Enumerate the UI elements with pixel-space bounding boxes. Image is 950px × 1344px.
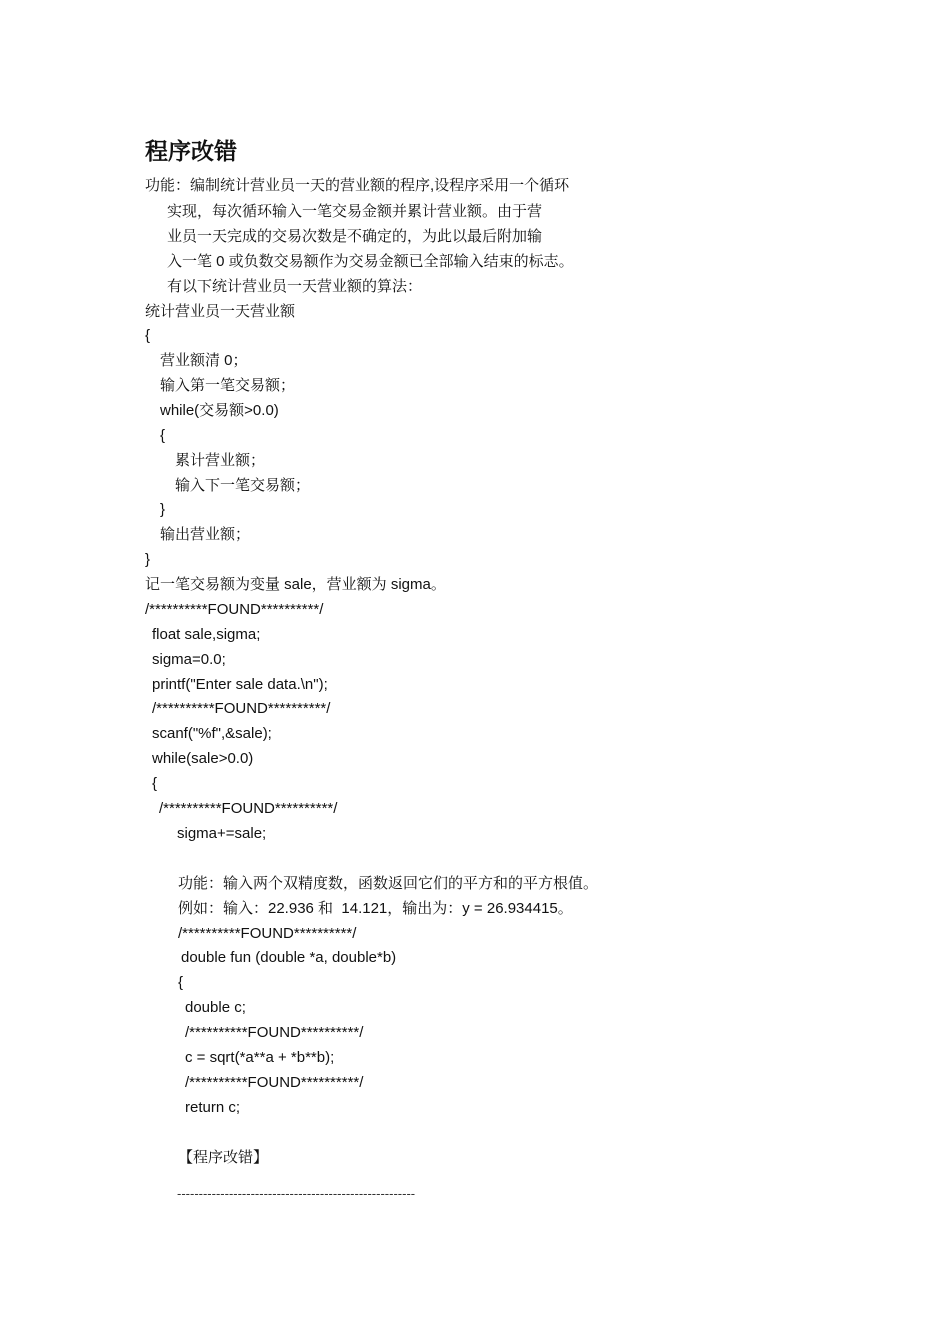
- algorithm-line: }: [160, 501, 166, 518]
- code-line: return c;: [185, 1099, 241, 1116]
- variable-note: 记一笔交易额为变量 sale，营业额为 sigma。: [145, 576, 446, 593]
- algorithm-line: 输入第一笔交易额；: [160, 377, 296, 394]
- code-line: c = sqrt(*a**a + *b**b);: [185, 1049, 335, 1066]
- problem2-line: 例如：输入：22.936 和 14.121，输出为：y = 26.934415。: [178, 900, 573, 917]
- code-line: /**********FOUND**********/: [178, 925, 357, 942]
- problem2-line: 功能：输入两个双精度数，函数返回它们的平方和的平方根值。: [178, 875, 599, 892]
- code-line: double fun (double *a, double*b): [181, 949, 397, 966]
- code-line: /**********FOUND**********/: [145, 601, 324, 618]
- description-line: 业员一天完成的交易次数是不确定的，为此以最后附加输: [167, 228, 543, 245]
- algorithm-line: while(交易额>0.0): [160, 402, 279, 419]
- code-line: while(sale>0.0): [152, 750, 254, 767]
- code-line: sigma=0.0;: [152, 651, 226, 668]
- algorithm-line: {: [145, 327, 151, 344]
- description-line: 实现，每次循环输入一笔交易金额并累计营业额。由于营: [167, 203, 543, 220]
- divider-line: -------------------------------------------------------: [177, 1186, 416, 1201]
- code-line: /**********FOUND**********/: [152, 700, 331, 717]
- code-line: /**********FOUND**********/: [185, 1024, 364, 1041]
- algorithm-line: {: [160, 427, 166, 444]
- section-label: 【程序改错】: [178, 1149, 269, 1166]
- code-line: sigma+=sale;: [177, 825, 267, 842]
- page-title: 程序改错: [145, 138, 237, 164]
- code-line: scanf("%f",&sale);: [152, 725, 272, 742]
- code-line: /**********FOUND**********/: [159, 800, 338, 817]
- algorithm-line: 统计营业员一天营业额: [145, 303, 296, 320]
- description-line: 入一笔 0 或负数交易额作为交易金额已全部输入结束的标志。: [167, 253, 574, 270]
- algorithm-line: 输入下一笔交易额；: [175, 477, 311, 494]
- algorithm-line: 累计营业额；: [175, 452, 266, 469]
- code-line: {: [152, 775, 158, 792]
- code-line: {: [178, 974, 184, 991]
- algorithm-line: }: [145, 551, 151, 568]
- code-line: printf("Enter sale data.\n");: [152, 676, 328, 693]
- code-line: float sale,sigma;: [152, 626, 261, 643]
- code-line: /**********FOUND**********/: [185, 1074, 364, 1091]
- algorithm-line: 营业额清 0；: [160, 352, 248, 369]
- description-line: 有以下统计营业员一天营业额的算法：: [167, 278, 423, 295]
- algorithm-line: 输出营业额；: [160, 526, 251, 543]
- description-line: 功能：编制统计营业员一天的营业额的程序,设程序采用一个循环: [145, 177, 570, 194]
- code-line: double c;: [185, 999, 246, 1016]
